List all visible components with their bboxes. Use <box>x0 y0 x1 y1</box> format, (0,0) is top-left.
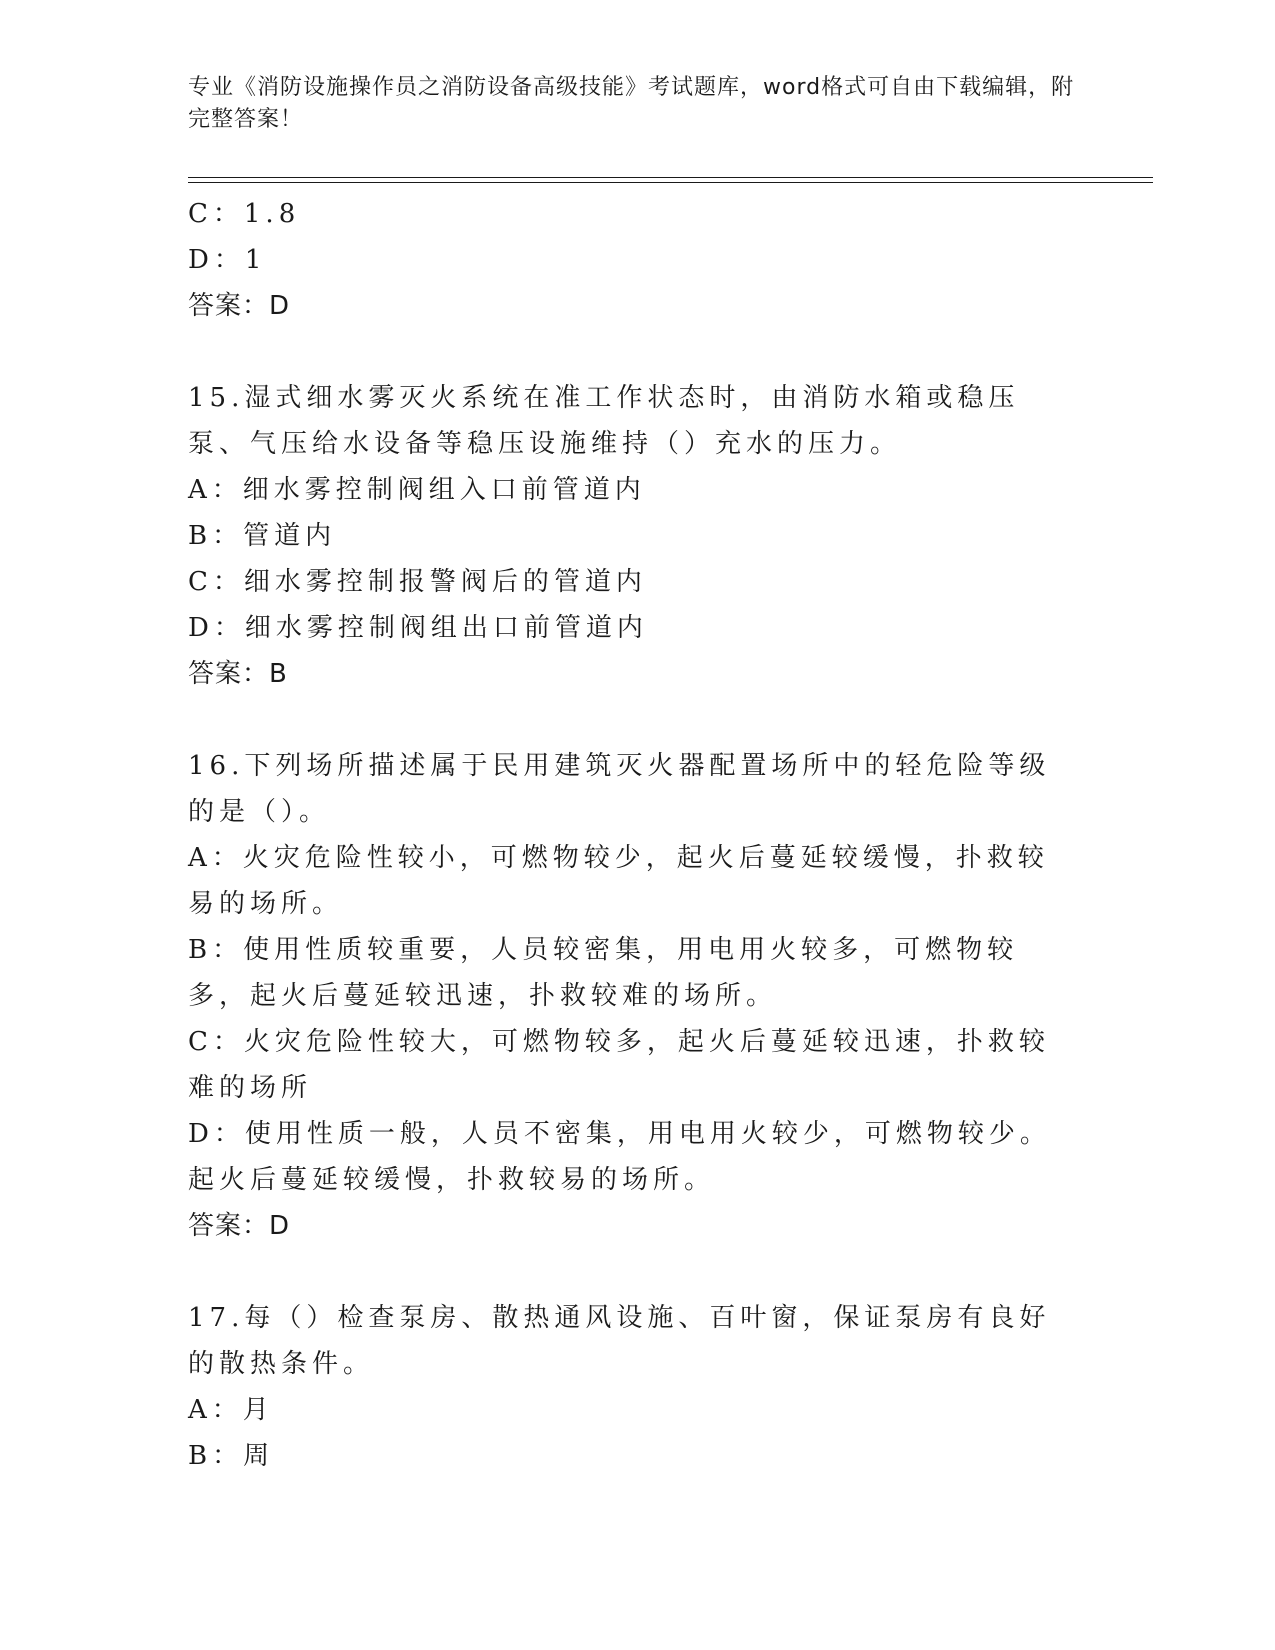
option-a: A：细水雾控制阀组入口前管道内 <box>188 475 646 505</box>
question-stem: 16.下列场所描述属于民用建筑灭火器配置场所中的轻危险等级的是（）。 <box>188 751 1051 827</box>
question-stem: 15.湿式细水雾灭火系统在准工作状态时，由消防水箱或稳压泵、气压给水设备等稳压设施维持（）充水的压力。 <box>188 383 1020 459</box>
option-d: D：细水雾控制阀组出口前管道内 <box>188 613 648 643</box>
header-rule-bottom <box>188 182 1153 183</box>
option-b: B：管道内 <box>188 521 337 551</box>
question-17 <box>188 1295 1068 1479</box>
spacer <box>188 1249 1068 1295</box>
option-d: D：使用性质一般，人员不密集，用电用火较少，可燃物较少。起火后蔓延较缓慢，扑救较易的场所。 <box>188 1119 1051 1195</box>
spacer <box>188 697 1068 743</box>
answer: 答案：B <box>188 659 288 689</box>
option-c: C：火灾危险性较大，可燃物较多，起火后蔓延较迅速，扑救较难的场所 <box>188 1027 1050 1103</box>
option-a: A：火灾危险性较小，可燃物较少，起火后蔓延较缓慢，扑救较易的场所。 <box>188 843 1049 919</box>
option-b: B：使用性质较重要，人员较密集，用电用火较多，可燃物较多，起火后蔓延较迅速，扑救较难的场所。 <box>188 935 1019 1011</box>
document-body <box>188 191 1068 1479</box>
answer: 答案：D <box>188 291 291 321</box>
question-stem: 17.每（）检查泵房、散热通风设施、百叶窗，保证泵房有良好的散热条件。 <box>188 1303 1051 1379</box>
option-a: A：月 <box>188 1395 274 1425</box>
option-c: C：1.8 <box>188 199 301 229</box>
question-16 <box>188 743 1068 1249</box>
document-header: 专业《消防设施操作员之消防设备高级技能》考试题库，word格式可自由下载编辑，附完整答案！ <box>188 75 1075 132</box>
answer: 答案：D <box>188 1211 291 1241</box>
option-c: C：细水雾控制报警阀后的管道内 <box>188 567 647 597</box>
header-rule-top <box>188 177 1153 178</box>
option-b: B：周 <box>188 1441 275 1471</box>
question-15 <box>188 375 1068 697</box>
option-d: D：1 <box>188 245 267 275</box>
spacer <box>188 329 1068 375</box>
